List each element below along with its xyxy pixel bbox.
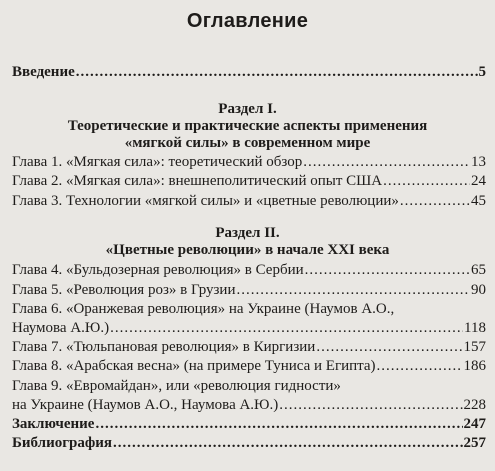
toc-entry-chapter-9[interactable]	[12, 396, 486, 415]
dot-leader	[76, 63, 478, 82]
dot-leader	[303, 153, 470, 172]
toc-entry-label: Глава 4. «Бульдозерная революция» в Сербии	[12, 262, 304, 278]
dot-leader	[305, 261, 470, 280]
toc-entry-bibliography[interactable]	[12, 434, 486, 453]
toc-entry-label: на Украине (Наумов А.О., Наумова А.Ю.)	[12, 397, 279, 413]
toc-entry-conclusion[interactable]	[12, 415, 486, 434]
section-subtitle: «Цветные революции» в начале XXI века	[105, 242, 390, 258]
dot-leader	[377, 357, 463, 376]
toc-page-number: 186	[463, 358, 486, 374]
toc-page-number: 65	[471, 262, 486, 278]
dot-leader	[236, 281, 470, 300]
toc-entry-label: Глава 3. Технологии «мягкой силы» и «цветные революции»	[12, 193, 399, 209]
toc-entry-chapter-8[interactable]	[12, 357, 486, 376]
toc-entry-label: Глава 2. «Мягкая сила»: внешнеполитический опыт США	[12, 173, 383, 189]
dot-leader	[279, 396, 462, 415]
toc-entry-chapter-6[interactable]	[12, 319, 486, 338]
toc-page-number: 247	[463, 416, 486, 432]
toc-page-number: 5	[478, 64, 486, 80]
dot-leader	[383, 172, 470, 191]
section-subtitle: «мягкой силы» в современном мире	[124, 135, 371, 151]
toc-entry-label: Глава 7. «Тюльпановая революция» в Киргизии	[12, 339, 316, 355]
toc-entry-chapter-6-line1[interactable]: Глава 6. «Оранжевая революция» на Украине (Наумов А.О.,	[12, 301, 395, 317]
dot-leader	[400, 192, 470, 211]
toc-entry-chapter-7[interactable]	[12, 338, 486, 357]
toc-entry-label: Глава 8. «Арабская весна» (на примере Туниса и Египта)	[12, 358, 376, 374]
toc-page-number: 257	[463, 435, 486, 451]
dot-leader	[95, 415, 462, 434]
toc-page-number: 90	[471, 282, 486, 298]
toc-entry-label: Введение	[12, 64, 75, 80]
toc-page-number: 24	[471, 173, 486, 189]
toc-entry-chapter-2[interactable]	[12, 172, 486, 191]
toc-entry-chapter-5[interactable]	[12, 281, 486, 300]
toc-entry-chapter-4[interactable]	[12, 261, 486, 280]
toc-page-number: 45	[471, 193, 486, 209]
section-subtitle: Теоретические и практические аспекты применения	[67, 118, 428, 134]
toc-page-number: 13	[471, 154, 486, 170]
section-heading: Раздел I.	[218, 101, 277, 117]
dot-leader	[110, 319, 463, 338]
toc-entry-chapter-1[interactable]	[12, 153, 486, 172]
toc-entry-label: Глава 1. «Мягкая сила»: теоретический обзор	[12, 154, 303, 170]
toc-entry-label: Заключение	[12, 416, 95, 432]
dot-leader	[113, 434, 462, 453]
toc-entry-label: Библиография	[12, 435, 113, 451]
dot-leader	[316, 338, 462, 357]
toc-page-number: 228	[463, 397, 486, 413]
page-title: Оглавление	[186, 10, 309, 32]
toc-page-number: 157	[463, 339, 486, 355]
section-heading: Раздел II.	[215, 225, 280, 241]
toc-page-number: 118	[464, 320, 486, 336]
toc-entry-label: Наумова А.Ю.)	[12, 320, 110, 336]
toc-entry-intro[interactable]	[12, 63, 486, 82]
toc-entry-chapter-3[interactable]	[12, 192, 486, 211]
toc-entry-chapter-9-line1[interactable]: Глава 9. «Евромайдан», или «революция гидности»	[12, 378, 341, 394]
toc-entry-label: Глава 5. «Революция роз» в Грузии	[12, 282, 236, 298]
